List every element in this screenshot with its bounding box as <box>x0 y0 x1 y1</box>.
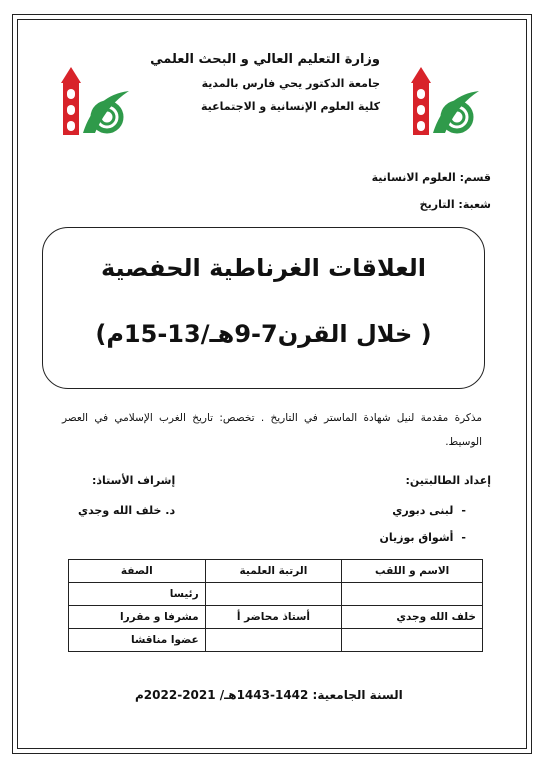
jury-cell-name <box>342 583 483 606</box>
supervision-label: إشراف الأستاذ: <box>92 474 176 487</box>
jury-header-role: الصفة <box>69 560 206 583</box>
jury-cell-name: خلف الله وجدي <box>342 606 483 629</box>
table-row <box>69 629 483 652</box>
university-logo-right <box>405 55 485 145</box>
jury-cell-role: عضوا مناقشا <box>69 629 206 652</box>
jury-cell-role: رئيسا <box>69 583 206 606</box>
thesis-title: العلاقات الغرناطية الحفصية <box>100 254 427 282</box>
jury-header-name: الاسم و اللقب <box>342 560 483 583</box>
jury-cell-rank <box>205 629 342 652</box>
branch-label: شعبة: التاريخ <box>419 198 491 211</box>
faculty-name: كلية العلوم الإنسانية و الاجتماعية <box>200 100 380 113</box>
table-row <box>69 606 483 629</box>
jury-cell-role: مشرفا و مقررا <box>69 606 206 629</box>
jury-header-rank: الرتبة العلمية <box>205 560 342 583</box>
department-label: قسم: العلوم الانسانية <box>371 171 491 184</box>
supervisor-name: د. خلف الله وجدي <box>78 504 176 517</box>
student-name: -لبنى دبوري <box>392 504 466 517</box>
thesis-period: ( خلال القرن7-9هـ/13-15م) <box>95 320 432 348</box>
table-row <box>69 583 483 606</box>
institution-header <box>140 52 380 113</box>
student-name: -أشواق بوزيان <box>379 531 466 544</box>
academic-year: السنة الجامعية: 1442-1443هـ/ 2021-2022م <box>135 688 403 702</box>
university-name: جامعة الدكتور يحي فارس بالمدية <box>201 77 380 90</box>
ministry-name: وزارة التعليم العالي و البحث العلمي <box>150 52 380 67</box>
preparation-label: إعداد الطالبتين: <box>405 474 491 487</box>
jury-cell-rank: أستاذ محاضر أ <box>205 606 342 629</box>
thesis-description: مذكرة مقدمة لنيل شهادة الماستر في التاريخ . تخصص: تاريخ الغرب الإسلامي في العصر الوسيط. <box>62 412 482 448</box>
jury-header-row <box>69 560 483 583</box>
jury-cell-name <box>342 629 483 652</box>
thesis-title-box <box>42 227 485 389</box>
university-logo-left <box>55 55 135 145</box>
jury-cell-rank <box>205 583 342 606</box>
jury-table <box>68 559 483 652</box>
